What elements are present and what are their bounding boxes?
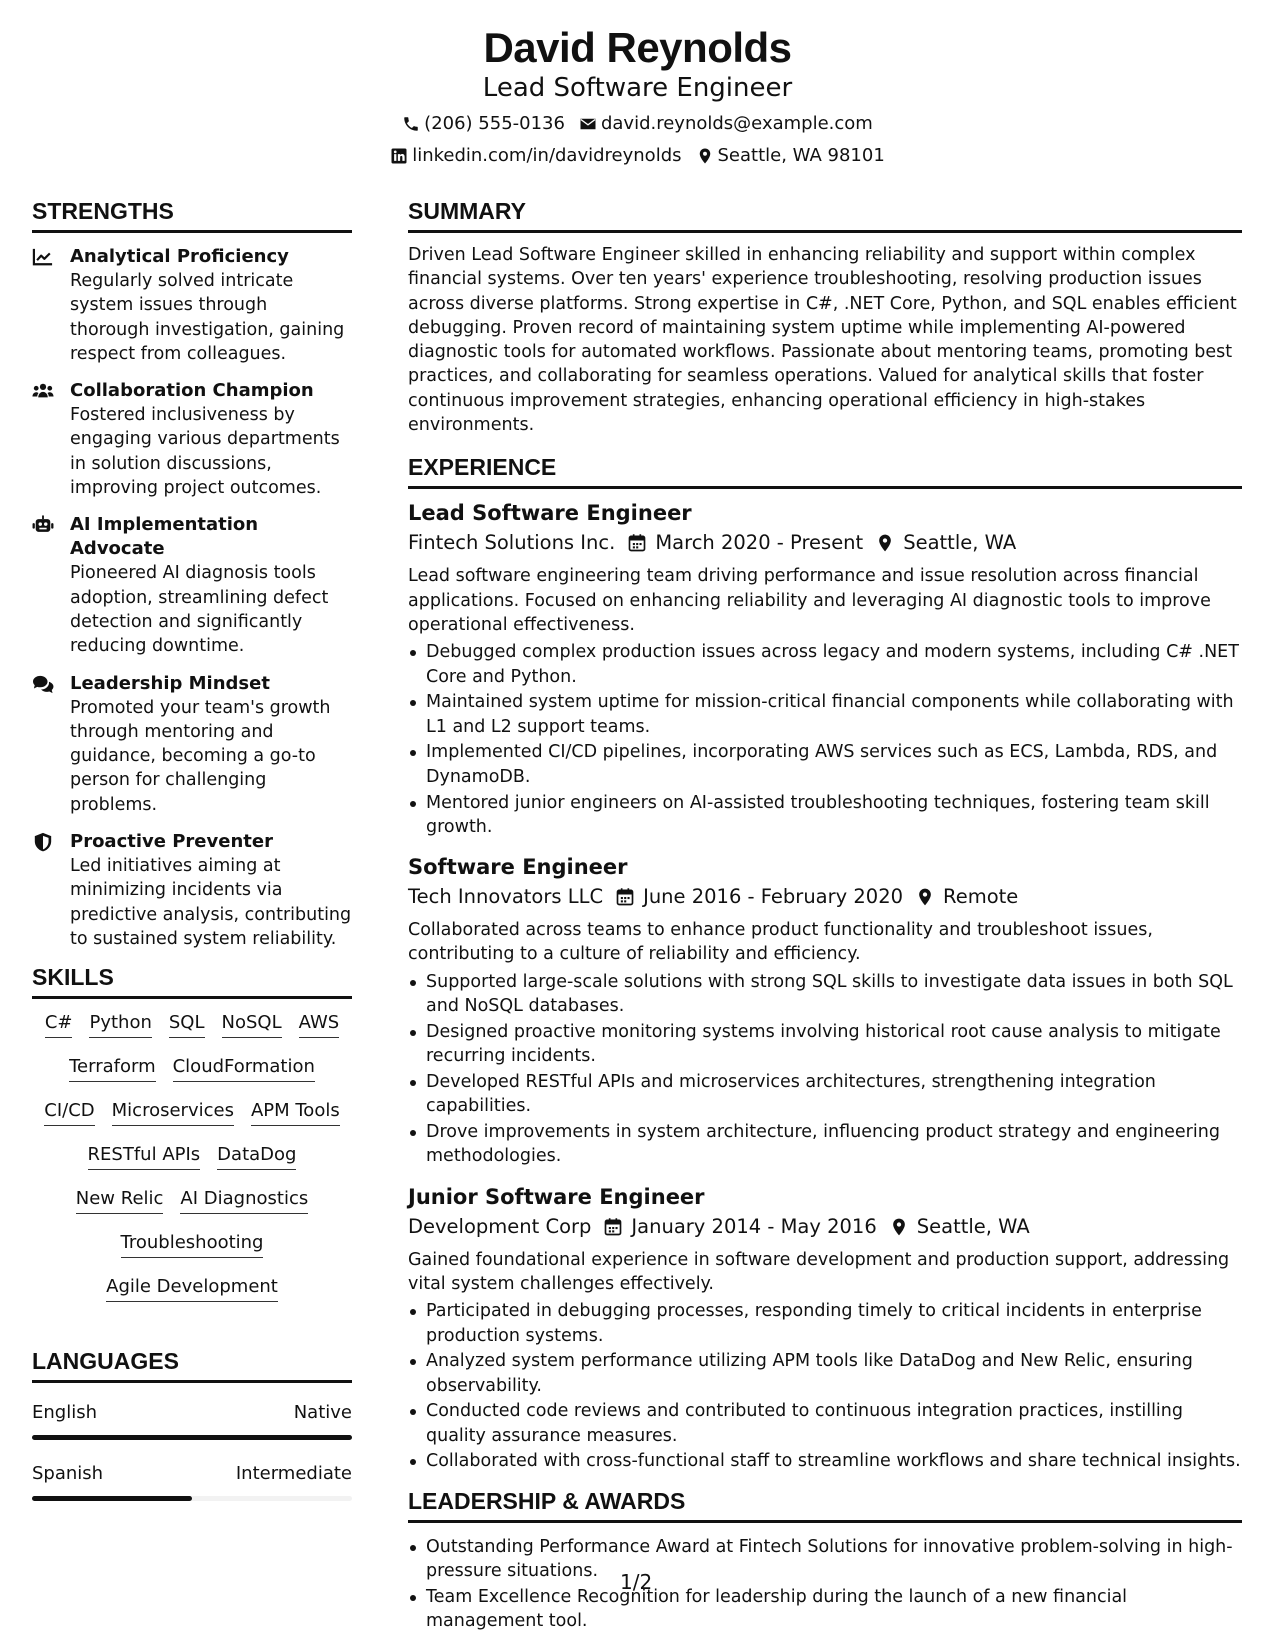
strength-item — [32, 672, 352, 817]
job-meta — [408, 530, 1242, 556]
bullet-item: Analyzed system performance utilizing APM tools like DataDog and New Relic, ensuring observability. — [408, 1349, 1242, 1398]
contact-row-1 — [0, 112, 1275, 136]
shield-icon — [32, 832, 54, 852]
right-column — [408, 198, 1242, 1635]
skill-tag: AWS — [299, 1011, 340, 1038]
skill-tag: CI/CD — [44, 1099, 94, 1126]
strength-desc: Regularly solved intricate system issues through thorough investigation, gaining respect from colleagues. — [70, 271, 345, 364]
experience-heading: EXPERIENCE — [408, 454, 1242, 489]
language-item — [32, 1401, 352, 1440]
language-level: Intermediate — [235, 1463, 352, 1485]
job-bullets — [408, 1299, 1242, 1474]
strength-item — [32, 379, 352, 500]
chart-line-icon — [32, 247, 54, 267]
job-description: Lead software engineering team driving performance and issue resolution across financial applications. Focused on enhancing reliability and leveraging AI diagnostic tools to improve operational effectiveness. — [408, 566, 1211, 635]
bullet-item: Developed RESTful APIs and microservices architectures, strengthening integration capabilities. — [408, 1070, 1242, 1119]
comments-icon — [32, 674, 54, 694]
users-icon — [32, 381, 54, 401]
strength-desc: Fostered inclusiveness by engaging various departments in solution discussions, improving project outcomes. — [70, 405, 340, 499]
bullet-item: Designed proactive monitoring systems involving historical root cause analysis to mitigate recurring incidents. — [408, 1020, 1242, 1069]
strength-desc: Promoted your team's growth through mentoring and guidance, becoming a go-to person for challenging problems. — [70, 697, 331, 815]
strength-item — [32, 513, 352, 658]
skill-tag: DataDog — [217, 1143, 296, 1170]
language-level: Native — [293, 1402, 352, 1424]
strength-desc: Led initiatives aiming at minimizing incidents via predictive analysis, contributing to sustained system reliability. — [70, 856, 352, 949]
strength-title: AI Implementation Advocate — [70, 514, 259, 560]
job-meta — [408, 1214, 1242, 1240]
skill-tag: Terraform — [69, 1055, 156, 1082]
strength-title: Leadership Mindset — [70, 672, 270, 694]
languages-section — [32, 1348, 352, 1501]
strength-item — [32, 830, 352, 951]
job-bullets — [408, 970, 1242, 1169]
skill-tag: AI Diagnostics — [180, 1187, 308, 1214]
job-company: Fintech Solutions Inc. — [408, 531, 616, 555]
map-pin-icon — [875, 533, 895, 553]
job-title: Lead Software Engineer — [408, 501, 692, 526]
strengths-list — [32, 245, 352, 951]
summary-heading: SUMMARY — [408, 198, 1242, 233]
contact-row-2 — [0, 144, 1275, 168]
skill-tag: SQL — [169, 1011, 205, 1038]
envelope-icon — [579, 115, 597, 133]
job-company: Tech Innovators LLC — [408, 885, 604, 909]
skill-tag: Troubleshooting — [121, 1231, 264, 1258]
calendar-icon — [603, 1217, 623, 1237]
job-location: Remote — [943, 885, 1019, 909]
skills-section — [32, 964, 352, 1302]
job-meta — [408, 884, 1242, 910]
award-item: Outstanding Performance Award at Fintech Solutions for innovative problem-solving in high-pressure situations. — [408, 1535, 1242, 1584]
bullet-item: Drove improvements in system architecture, influencing product strategy and engineering methodologies. — [408, 1120, 1242, 1169]
contact-email[interactable] — [579, 112, 873, 136]
location-text: Seattle, WA 98101 — [717, 145, 885, 166]
skill-tag: Python — [89, 1011, 151, 1038]
awards-list — [408, 1535, 1242, 1634]
skill-tag: RESTful APIs — [88, 1143, 201, 1170]
resume-header — [0, 22, 1275, 168]
contact-linkedin[interactable] — [390, 144, 681, 168]
strengths-section — [32, 198, 352, 951]
page-number: 1/2 — [620, 1570, 653, 1594]
bullet-item: Maintained system uptime for mission-critical financial components while collaborating with L1 and L2 support teams. — [408, 690, 1242, 739]
skill-tag: C# — [45, 1011, 73, 1038]
candidate-name: David Reynolds — [483, 24, 792, 71]
job-dates: June 2016 - February 2020 — [643, 885, 904, 909]
bullet-item: Debugged complex production issues across legacy and modern systems, including C# .NET Core and Python. — [408, 640, 1242, 689]
phone-text: (206) 555-0136 — [424, 113, 565, 134]
experience-section — [408, 454, 1242, 1473]
job-bullets — [408, 640, 1242, 839]
strength-title: Collaboration Champion — [70, 380, 314, 402]
language-name: Spanish — [32, 1463, 104, 1485]
job-entry — [408, 853, 1242, 1168]
bullet-item: Conducted code reviews and contributed to continuous integration practices, instilling quality assurance measures. — [408, 1399, 1242, 1448]
linkedin-icon — [390, 147, 408, 165]
skill-tag: CloudFormation — [173, 1055, 315, 1082]
job-description: Collaborated across teams to enhance product functionality and troubleshoot issues, contributing to a culture of reliability and efficiency. — [408, 920, 1153, 965]
skills-heading: SKILLS — [32, 964, 352, 999]
calendar-icon — [615, 887, 635, 907]
skill-tag: Agile Development — [106, 1275, 278, 1302]
skill-tag: NoSQL — [222, 1011, 282, 1038]
skill-tag: APM Tools — [251, 1099, 340, 1126]
left-column — [32, 198, 352, 1501]
job-location: Seattle, WA — [916, 1214, 1030, 1238]
job-company: Development Corp — [408, 1214, 592, 1238]
skills-list — [32, 999, 352, 1302]
email-link[interactable]: david.reynolds@example.com — [600, 113, 873, 134]
awards-heading: LEADERSHIP & AWARDS — [408, 1488, 1242, 1523]
bullet-item: Mentored junior engineers on AI-assisted troubleshooting techniques, fostering team skill growth. — [408, 791, 1242, 840]
job-description: Gained foundational experience in software development and production support, addressing vital system challenges effectively. — [408, 1249, 1230, 1294]
map-pin-icon — [696, 147, 714, 165]
job-dates: March 2020 - Present — [655, 531, 864, 555]
proficiency-fill — [32, 1435, 352, 1440]
strength-title: Proactive Preventer — [70, 831, 273, 853]
summary-section — [408, 198, 1242, 437]
map-pin-icon — [915, 887, 935, 907]
language-proficiency-bar — [32, 1496, 352, 1501]
job-entry — [408, 1183, 1242, 1474]
contact-location — [696, 144, 885, 168]
awards-section — [408, 1488, 1242, 1634]
languages-heading: LANGUAGES — [32, 1348, 352, 1383]
skill-tag: Microservices — [112, 1099, 234, 1126]
contact-phone — [402, 112, 565, 136]
job-location: Seattle, WA — [903, 531, 1017, 555]
summary-text: Driven Lead Software Engineer skilled in enhancing reliability and support within complex financial systems. Over ten years' experience troubleshooting, resolving production issues across diverse platforms. Strong expertise in C#, .NET Core, Python, and SQL enables efficient debugging. Proven record of maintaining system uptime while implementing AI-powered diagnostic tools for automated workflows. Passionate about mentoring teams, promoting best practices, and collaborating for seamless operations. Valued for analytical skills that foster continuous improvement strategies, enhancing operational efficiency in high-stakes environments. — [408, 245, 1237, 436]
bullet-item: Supported large-scale solutions with strong SQL skills to investigate data issues in both SQL and NoSQL databases. — [408, 970, 1242, 1019]
bullet-item: Collaborated with cross-functional staff to streamline workflows and share technical insights. — [408, 1449, 1242, 1473]
bullet-item: Implemented CI/CD pipelines, incorporating AWS services such as ECS, Lambda, RDS, and DynamoDB. — [408, 740, 1242, 789]
map-pin-icon — [889, 1217, 909, 1237]
job-title: Junior Software Engineer — [408, 1184, 705, 1209]
candidate-title: Lead Software Engineer — [482, 73, 793, 103]
award-item: Team Excellence Recognition for leadership during the launch of a new financial management tool. — [408, 1585, 1242, 1634]
strength-title: Analytical Proficiency — [70, 246, 289, 267]
strength-item — [32, 245, 352, 366]
skill-tag: New Relic — [76, 1187, 164, 1214]
robot-icon — [32, 515, 54, 535]
language-proficiency-bar — [32, 1435, 352, 1440]
phone-icon — [402, 115, 420, 133]
calendar-icon — [627, 533, 647, 553]
language-name: English — [32, 1402, 97, 1424]
strengths-heading: STRENGTHS — [32, 198, 352, 233]
bullet-item: Participated in debugging processes, responding timely to critical incidents in enterprise production systems. — [408, 1299, 1242, 1348]
strength-desc: Pioneered AI diagnosis tools adoption, streamlining defect detection and significantly reducing downtime. — [70, 563, 329, 657]
job-dates: January 2014 - May 2016 — [631, 1214, 877, 1238]
language-item — [32, 1462, 352, 1501]
job-entry — [408, 499, 1242, 839]
job-title: Software Engineer — [408, 855, 628, 880]
linkedin-link[interactable]: linkedin.com/in/davidreynolds — [412, 145, 682, 166]
proficiency-fill — [32, 1496, 192, 1501]
